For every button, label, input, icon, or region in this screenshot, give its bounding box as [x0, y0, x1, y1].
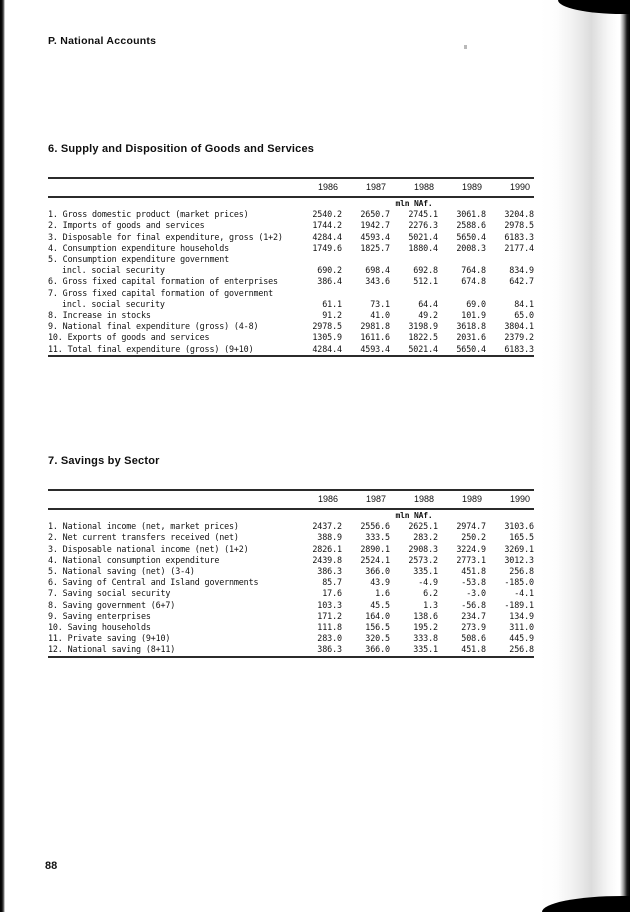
- table-body-supply: [48, 197, 534, 356]
- cell-1986: 2978.5: [312, 321, 342, 332]
- cell-1988: 1880.4: [408, 242, 438, 253]
- cell-1986: 386.4: [317, 276, 342, 287]
- cell-1988: 6.2: [423, 588, 438, 599]
- cell-1988: 2745.1: [408, 209, 438, 220]
- cell-1988: 335.1: [413, 566, 438, 577]
- header-row: [48, 178, 534, 197]
- cell-1989: 273.9: [461, 622, 486, 633]
- unit-spacer-1987: [342, 509, 390, 521]
- unit-row: [48, 509, 534, 521]
- row-label: 10. Saving households: [48, 622, 151, 633]
- cell-1988: -4.9: [418, 577, 438, 588]
- cell-1990: 65.0: [514, 310, 534, 321]
- row-label: 1. Gross domestic product (market prices): [48, 209, 249, 220]
- cell-1989: 69.0: [466, 298, 486, 309]
- cell-1986: 61.1: [322, 298, 342, 309]
- table-title-savings-by-sector: 7. Savings by Sector: [48, 455, 160, 467]
- cell-1989: -56.8: [461, 599, 486, 610]
- column-header-1990: 1990: [486, 178, 534, 197]
- cell-1989: 2031.6: [456, 332, 486, 343]
- table-title-supply-and-disposition: 6. Supply and Disposition of Goods and Services: [48, 143, 315, 155]
- cell-1989: 250.2: [461, 532, 486, 543]
- row-label: 9. National final expenditure (gross) (4-8): [48, 321, 259, 332]
- cell-1989: 764.8: [461, 265, 486, 276]
- cell-1990: 2177.4: [504, 242, 534, 253]
- cell-1989: 2974.7: [456, 521, 486, 532]
- cell-1987: 333.5: [365, 532, 390, 543]
- cell-1987: 45.5: [370, 599, 390, 610]
- cell-1989: 2588.6: [456, 220, 486, 231]
- cell-1986: 2439.8: [312, 554, 342, 565]
- unit-label: mln NAf.: [395, 199, 433, 208]
- unit-label: mln NAf.: [395, 511, 433, 520]
- cell-1986: 283.0: [317, 633, 342, 644]
- table-header-savings: [48, 490, 534, 509]
- row-label: 9. Saving enterprises: [48, 610, 151, 621]
- table-supply-and-disposition: [48, 177, 534, 357]
- scan-gutter-right: [620, 0, 630, 912]
- cell-1990: 2978.5: [504, 220, 534, 231]
- row-label: 11. Private saving (9+10): [48, 633, 171, 644]
- cell-1986: 171.2: [317, 610, 342, 621]
- cell-1990: 6183.3: [486, 344, 534, 356]
- row-label-continuation: [48, 265, 294, 276]
- cell-1988: 5021.4: [408, 231, 438, 242]
- table-row: [48, 577, 534, 588]
- cell-1986: 91.2: [322, 310, 342, 321]
- cell-1986: 1305.9: [312, 332, 342, 343]
- cell-1988: 283.2: [413, 532, 438, 543]
- cell-1988: [390, 254, 438, 265]
- table-row: [48, 254, 534, 265]
- cell-1990: [486, 288, 534, 299]
- cell-1989: [438, 288, 486, 299]
- cell-1987: 1825.7: [360, 242, 390, 253]
- table-row: [48, 310, 534, 321]
- unit-spacer-1986: [294, 197, 342, 209]
- cell-1988: 138.6: [413, 610, 438, 621]
- row-label: 11. Total final expenditure (gross) (9+10): [48, 344, 294, 356]
- table-header-supply: [48, 178, 534, 197]
- cell-1990: 6183.3: [504, 231, 534, 242]
- column-header-1989: 1989: [438, 178, 486, 197]
- cell-1986: 2540.2: [312, 209, 342, 220]
- header-row: [48, 490, 534, 509]
- cell-1989: 3061.8: [456, 209, 486, 220]
- cell-1986: [294, 254, 342, 265]
- cell-1987: [342, 288, 390, 299]
- cell-1987: 4593.4: [342, 344, 390, 356]
- row-label: 6. Gross fixed capital formation of enterprises: [48, 276, 278, 287]
- cell-1990: [486, 254, 534, 265]
- cell-1990: 165.5: [509, 532, 534, 543]
- table-block-savings-by-sector: [48, 455, 534, 658]
- row-label: 4. Consumption expenditure households: [48, 242, 230, 253]
- cell-1988: 49.2: [418, 310, 438, 321]
- row-label: 1. National income (net, market prices): [48, 521, 239, 532]
- cell-1989: -53.8: [461, 577, 486, 588]
- cell-1990: -189.1: [504, 599, 534, 610]
- cell-1990: 834.9: [509, 265, 534, 276]
- cell-1990: -4.1: [514, 588, 534, 599]
- cell-1990: 445.9: [509, 633, 534, 644]
- table-row: [48, 600, 534, 611]
- cell-1988: 333.8: [413, 633, 438, 644]
- cell-1990: -185.0: [504, 577, 534, 588]
- cell-1987: 366.0: [342, 644, 390, 656]
- cell-1990: 3012.3: [504, 554, 534, 565]
- cell-1986: 1749.6: [312, 242, 342, 253]
- cell-1988: 3198.9: [408, 321, 438, 332]
- table-row: [48, 288, 534, 299]
- cell-1990: 642.7: [509, 276, 534, 287]
- table-row: [48, 299, 534, 310]
- page-number: 88: [45, 860, 58, 872]
- cell-1987: 156.5: [365, 622, 390, 633]
- cell-1987: 73.1: [370, 298, 390, 309]
- row-label: 8. Increase in stocks: [48, 310, 151, 321]
- cell-1986: 111.8: [317, 622, 342, 633]
- column-header-1990: 1990: [486, 490, 534, 509]
- table-block-supply-and-disposition: [48, 143, 534, 357]
- cell-1990: 256.8: [486, 644, 534, 656]
- unit-spacer-1986: [294, 509, 342, 521]
- cell-1986: 4284.4: [312, 231, 342, 242]
- cell-1987: 1.6: [375, 588, 390, 599]
- unit-spacer-1987: [342, 197, 390, 209]
- unit-spacer-1990: [486, 197, 534, 209]
- cell-1990: 311.0: [509, 622, 534, 633]
- cell-1988: 1822.5: [408, 332, 438, 343]
- cell-1987: 2890.1: [360, 543, 390, 554]
- cell-1988: 512.1: [413, 276, 438, 287]
- cell-1989: 5650.4: [438, 344, 486, 356]
- row-label-indented: incl. social security: [62, 265, 165, 276]
- table-row: [48, 611, 534, 622]
- row-label: 8. Saving government (6+7): [48, 599, 176, 610]
- cell-1989: -3.0: [466, 588, 486, 599]
- cell-1986: 17.6: [322, 588, 342, 599]
- cell-1990: 2379.2: [504, 332, 534, 343]
- cell-1988: 5021.4: [390, 344, 438, 356]
- table-row: [48, 622, 534, 633]
- cell-1986: 386.3: [317, 566, 342, 577]
- cell-1987: 41.0: [370, 310, 390, 321]
- table-row: [48, 544, 534, 555]
- table-row: [48, 633, 534, 644]
- cell-1987: 2981.8: [360, 321, 390, 332]
- cell-1986: 4284.4: [294, 344, 342, 356]
- table-row: [48, 232, 534, 243]
- column-header-1986: 1986: [294, 178, 342, 197]
- table-row: [48, 243, 534, 254]
- row-label: 3. Disposable for final expenditure, gross (1+2): [48, 231, 283, 242]
- unit-spacer: [48, 509, 294, 521]
- cell-1989: 101.9: [461, 310, 486, 321]
- cell-1988: 2573.2: [408, 554, 438, 565]
- row-label-continuation: [48, 299, 294, 310]
- column-header-1988: 1988: [390, 178, 438, 197]
- cell-1989: 5650.4: [456, 231, 486, 242]
- row-label: 3. Disposable national income (net) (1+2): [48, 543, 249, 554]
- cell-1986: 388.9: [317, 532, 342, 543]
- row-label: 2. Net current transfers received (net): [48, 532, 239, 543]
- cell-1987: 320.5: [365, 633, 390, 644]
- table-row: [48, 555, 534, 566]
- cell-1989: 3224.9: [456, 543, 486, 554]
- running-head: P. National Accounts: [48, 35, 157, 47]
- row-label-indented: incl. social security: [62, 298, 165, 309]
- cell-1987: 1611.6: [360, 332, 390, 343]
- column-header-1989: 1989: [438, 490, 486, 509]
- row-label: 7. Saving social security: [48, 588, 171, 599]
- cell-1987: 1942.7: [360, 220, 390, 231]
- cell-1990: 84.1: [514, 298, 534, 309]
- table-row: [48, 265, 534, 276]
- cell-1988: 2625.1: [408, 521, 438, 532]
- cell-1989: 508.6: [461, 633, 486, 644]
- cell-1987: 698.4: [365, 265, 390, 276]
- cell-1988: 692.8: [413, 265, 438, 276]
- cell-1987: 164.0: [365, 610, 390, 621]
- cell-1990: 3269.1: [504, 543, 534, 554]
- cell-1986: 85.7: [322, 577, 342, 588]
- unit-spacer-1989: [438, 509, 486, 521]
- cell-1986: 2437.2: [312, 521, 342, 532]
- column-header-label: [48, 490, 294, 509]
- table-row: [48, 644, 534, 656]
- table-row: [48, 209, 534, 220]
- cell-1990: 134.9: [509, 610, 534, 621]
- unit-row: [48, 197, 534, 209]
- row-label: 5. Consumption expenditure government: [48, 254, 230, 265]
- cell-1990: 3103.6: [504, 521, 534, 532]
- cell-1986: 690.2: [317, 265, 342, 276]
- cell-1989: 2008.3: [456, 242, 486, 253]
- cell-1987: 343.6: [365, 276, 390, 287]
- table-row: [48, 566, 534, 577]
- cell-1988: 2276.3: [408, 220, 438, 231]
- row-label: 6. Saving of Central and Island governments: [48, 577, 259, 588]
- unit-spacer-1990: [486, 509, 534, 521]
- cell-1986: 386.3: [294, 644, 342, 656]
- cell-1986: 2826.1: [312, 543, 342, 554]
- cell-1987: 2556.6: [360, 521, 390, 532]
- table-savings-by-sector: [48, 489, 534, 658]
- column-header-1987: 1987: [342, 178, 390, 197]
- cell-1989: 451.8: [438, 644, 486, 656]
- table-body-savings: [48, 509, 534, 657]
- unit-spacer: [48, 197, 294, 209]
- cell-1987: 2650.7: [360, 209, 390, 220]
- cell-1990: 3804.1: [504, 321, 534, 332]
- cell-1988: 335.1: [390, 644, 438, 656]
- cell-1989: 674.8: [461, 276, 486, 287]
- row-label: 5. National saving (net) (3-4): [48, 566, 195, 577]
- table-row: [48, 321, 534, 332]
- column-header-1986: 1986: [294, 490, 342, 509]
- cell-1988: 195.2: [413, 622, 438, 633]
- table-row: [48, 521, 534, 532]
- table-row: [48, 532, 534, 543]
- column-header-1988: 1988: [390, 490, 438, 509]
- cell-1987: [342, 254, 390, 265]
- table-row: [48, 220, 534, 231]
- table-row: [48, 344, 534, 356]
- cell-1986: 103.3: [317, 599, 342, 610]
- table-row: [48, 588, 534, 599]
- unit-spacer-1989: [438, 197, 486, 209]
- table-row: [48, 332, 534, 343]
- row-label: 2. Imports of goods and services: [48, 220, 205, 231]
- cell-1989: 3618.8: [456, 321, 486, 332]
- column-header-label: [48, 178, 294, 197]
- row-label: 12. National saving (8+11): [48, 644, 294, 656]
- cell-1988: [390, 288, 438, 299]
- cell-1988: 1.3: [423, 599, 438, 610]
- table-row: [48, 276, 534, 287]
- cell-1988: 64.4: [418, 298, 438, 309]
- cell-1990: 256.8: [509, 566, 534, 577]
- cell-1989: 234.7: [461, 610, 486, 621]
- column-header-1987: 1987: [342, 490, 390, 509]
- row-label: 4. National consumption expenditure: [48, 554, 220, 565]
- cell-1986: [294, 288, 342, 299]
- cell-1989: [438, 254, 486, 265]
- cell-1989: 451.8: [461, 566, 486, 577]
- row-label: 10. Exports of goods and services: [48, 332, 210, 343]
- row-label: 7. Gross fixed capital formation of government: [48, 287, 274, 298]
- cell-1987: 4593.4: [360, 231, 390, 242]
- cell-1987: 366.0: [365, 566, 390, 577]
- cell-1989: 2773.1: [456, 554, 486, 565]
- cell-1990: 3204.8: [504, 209, 534, 220]
- cell-1986: 1744.2: [312, 220, 342, 231]
- cell-1988: 2908.3: [408, 543, 438, 554]
- cell-1987: 43.9: [370, 577, 390, 588]
- cell-1987: 2524.1: [360, 554, 390, 565]
